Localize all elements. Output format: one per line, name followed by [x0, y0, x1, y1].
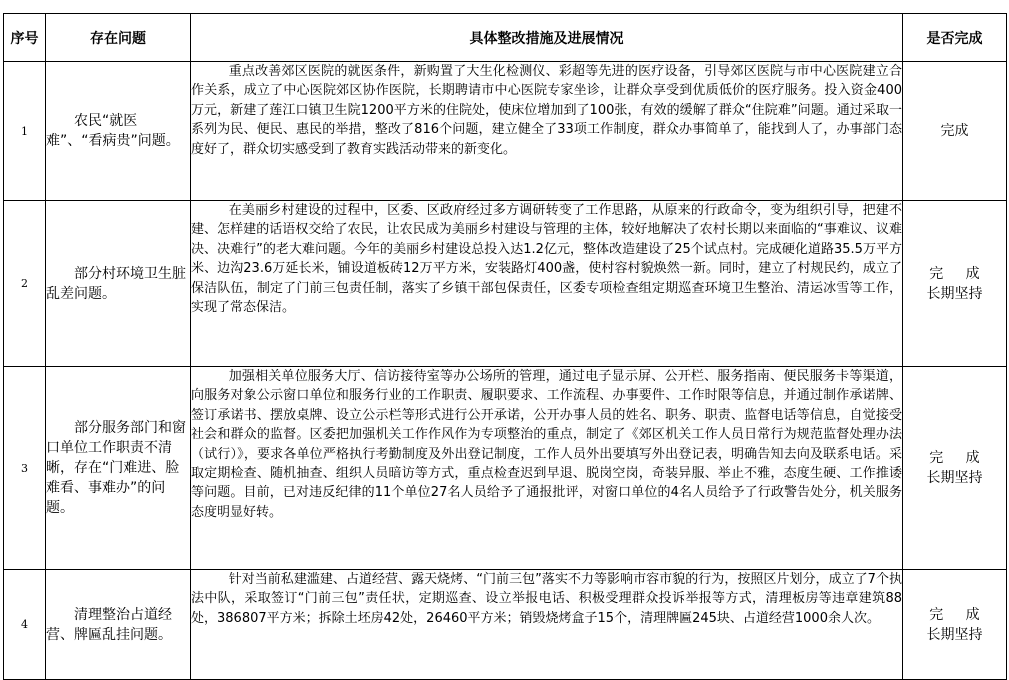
status-line-primary: 完成	[929, 450, 1003, 466]
row-issue: 部分村环境卫生脏乱差问题。	[46, 201, 191, 367]
table-row	[4, 367, 1007, 570]
status-line-primary: 完成	[929, 265, 1003, 282]
row-measures: 重点改善郊区医院的就医条件，新购置了大生化检测仪、彩超等先进的医疗设备，引导郊区医院与市中心医院建立合作关系，成立了中心医院郊区协作医院，长期聘请市中心医院专家坐诊，让群众享受到优质低价的医疗服务。投入资金400万元，新建了莲江口镇卫生院1200平方米的住院处，使床位增加到了100张，有效的缓解了群众“住院难”问题。通过采取一系列为民、便民、惠民的举措，整改了816个问题，建立健全了33项工作制度，群众办事简单了，能找到人了，办事部门态度好了，群众切实感受到了教育实践活动带来的新变化。	[191, 62, 903, 201]
status-line-primary: 完成	[929, 606, 1003, 623]
row-measures: 针对当前私建滥建、占道经营、露天烧烤、“门前三包”落实不力等影响市容市貌的行为，按照区片划分，成立了7个执法中队，采取签订“门前三包”责任状，定期巡查、设立举报电话、积极受理群众投诉举报等方式，清理板房等违章建筑88处，386807平方米；拆除土坯房42处，26460平方米；销毁烧烤盒子15个，清理牌匾245块、占道经营1000余人次。	[191, 570, 903, 680]
table-header-row	[4, 14, 1007, 62]
rectification-table	[3, 13, 1007, 680]
row-serial-number: 3	[4, 367, 46, 570]
row-status	[903, 201, 1007, 367]
row-serial-number: 2	[4, 201, 46, 367]
header-measures: 具体整改措施及进展情况	[191, 14, 903, 62]
table-row	[4, 62, 1007, 201]
row-status	[903, 367, 1007, 570]
row-issue: 部分服务部门和窗口单位工作职责不清晰，存在“门难进、脸难看、事难办”的问题。	[46, 367, 191, 570]
row-serial-number: 4	[4, 570, 46, 680]
status-line-secondary: 长期坚持	[926, 470, 983, 486]
row-serial-number: 1	[4, 62, 46, 201]
table-row	[4, 201, 1007, 367]
header-serial-number: 序号	[4, 14, 46, 62]
row-measures: 加强相关单位服务大厅、信访接待室等办公场所的管理，通过电子显示屏、公开栏、服务指南、便民服务卡等渠道，向服务对象公示窗口单位和服务行业的工作职责、履职要求、工作流程、办事要件、工作时限等信息，并通过制作承诺牌、签订承诺书、摆放桌牌、设立公示栏等形式进行公开承诺，公开办事人员的姓名、职务、职责、监督电话等信息，自觉接受社会和群众的监督。区委把加强机关工作作风作为专项整治的重点，制定了《郊区机关工作人员日常行为规范监督处理办法（试行）》，要求各单位严格执行考勤制度及外出登记制度，工作人员外出要填写外出登记表，明确告知去向及联系电话。采取定期检查、随机抽查、组织人员暗访等方式，重点检查迟到早退、脱岗空岗，奇装异服、举止不雅，态度生硬、工作推诿等问题。目前，已对违反纪律的11个单位27名人员给予了通报批评，对窗口单位的4名人员给予了行政警告处分，机关服务态度明显好转。	[191, 367, 903, 570]
row-issue: 农民“就医难”、“看病贵”问题。	[46, 62, 191, 201]
table-row	[4, 570, 1007, 680]
header-issue: 存在问题	[46, 14, 191, 62]
row-status	[903, 570, 1007, 680]
status-line-secondary: 长期坚持	[926, 285, 983, 302]
header-completion-status: 是否完成	[903, 14, 1007, 62]
row-issue: 清理整治占道经营、牌匾乱挂问题。	[46, 570, 191, 680]
status-line-secondary: 长期坚持	[926, 626, 983, 643]
status-line-primary: 完成	[940, 123, 969, 139]
row-measures: 在美丽乡村建设的过程中，区委、区政府经过多方调研转变了工作思路，从原来的行政命令，变为组织引导，把建不建、怎样建的话语权交给了农民，让农民成为美丽乡村建设与管理的主体，较好地解决了农村长期以来面临的“事难议、议难决、决难行”的老大难问题。今年的美丽乡村建设总投入达1.2亿元，整体改造建设了25个试点村。完成硬化道路35.5万平方米、边沟23.6万延长米，铺设道板砖12万平方米，安装路灯400盏，使村容村貌焕然一新。同时，建立了村规民约，成立了保洁队伍，制定了门前三包责任制，落实了乡镇干部包保责任，区委专项检查组定期巡查环境卫生整治、清运冰雪等工作，实现了常态保洁。	[191, 201, 903, 367]
row-status	[903, 62, 1007, 201]
